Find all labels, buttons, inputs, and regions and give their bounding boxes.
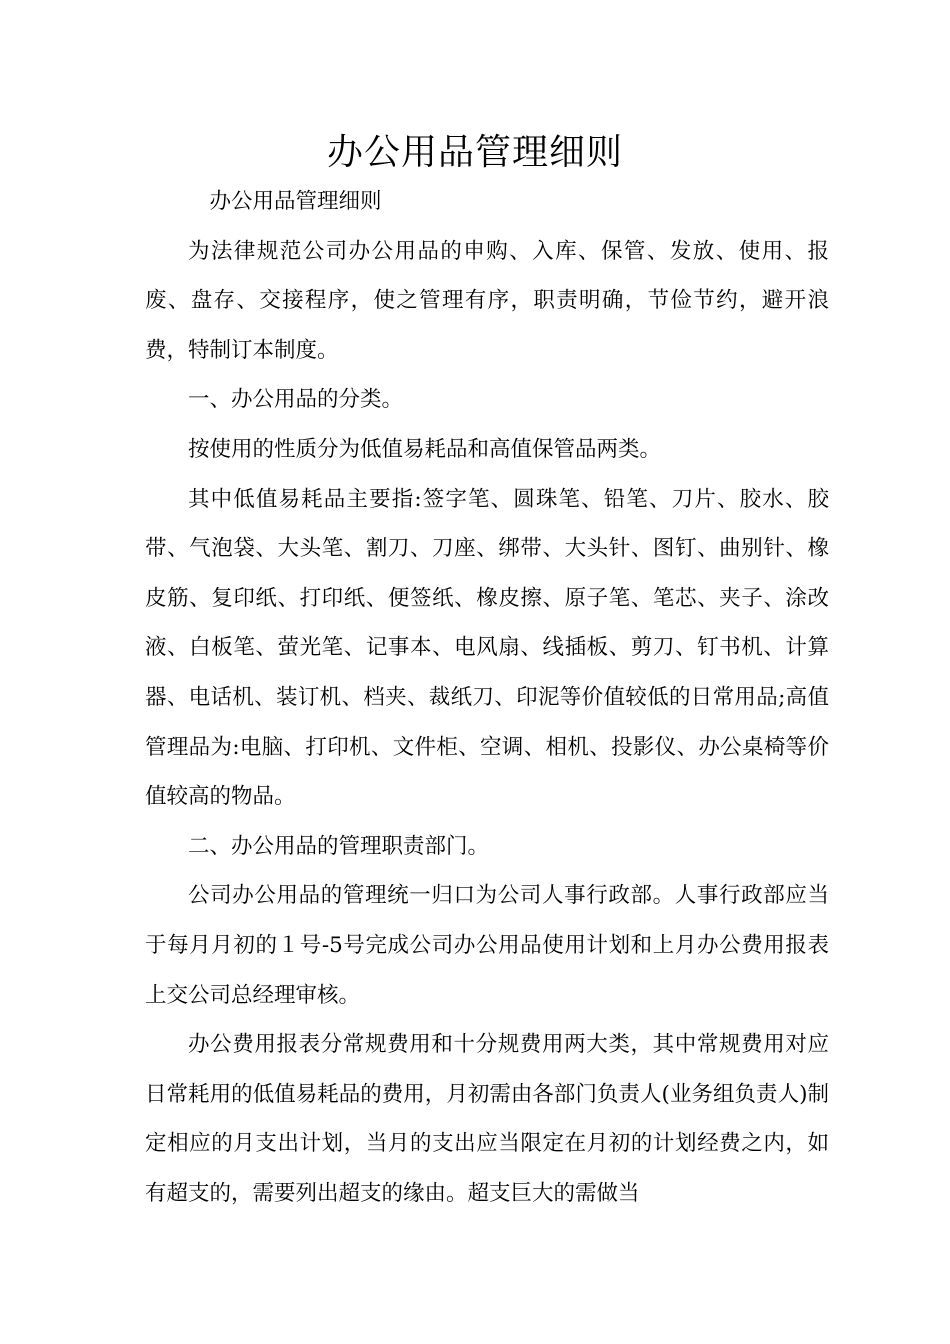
document-title: 办公用品管理细则 — [326, 132, 623, 173]
subtitle-paragraph: 办公用品管理细则 — [209, 189, 382, 214]
section-heading-responsibility: 二、办公用品的管理职责部门。 — [188, 833, 490, 859]
classification-paragraph: 按使用的性质分为低值易耗品和高值保管品两类。 — [188, 436, 662, 462]
document-body — [145, 177, 829, 1218]
section-heading-classification: 一、办公用品的分类。 — [188, 387, 404, 413]
responsibility-paragraph: 公司办公用品的管理统一归口为公司人事行政部。人事行政部应当于每月月初的１号-5号完成公司办公用品使用计划和上月办公费用报表上交公司总经理审核。 — [145, 883, 829, 1008]
expense-report-paragraph: 办公费用报表分常规费用和十分规费用两大类，其中常规费用对应日常耗用的低值易耗品的费用，月初需由各部门负责人(业务组负责人)制定相应的月支出计划，当月的支出应当限定在月初的计划经费之内，如有超支的，需要列出超支的缘由。超支巨大的需做当 — [145, 1032, 829, 1206]
intro-paragraph: 为法律规范公司办公用品的申购、入库、保管、发放、使用、报废、盘存、交接程序，使之管理有序，职责明确，节俭节约，避开浪费，特制订本制度。 — [145, 238, 829, 363]
item-list-paragraph: 其中低值易耗品主要指:签字笔、圆珠笔、铅笔、刀片、胶水、胶带、气泡袋、大头笔、割刀、刀座、绑带、大头针、图钉、曲别针、橡皮筋、复印纸、打印纸、便签纸、橡皮擦、原子笔、笔芯、夹子、涂改液、白板笔、萤光笔、记事本、电风扇、线插板、剪刀、钉书机、计算器、电话机、装订机、档夹、裁纸刀、印泥等价值较低的日常用品;高值管理品为:电脑、打印机、文件柜、空调、相机、投影仪、办公桌椅等价值较高的物品。 — [145, 486, 829, 810]
